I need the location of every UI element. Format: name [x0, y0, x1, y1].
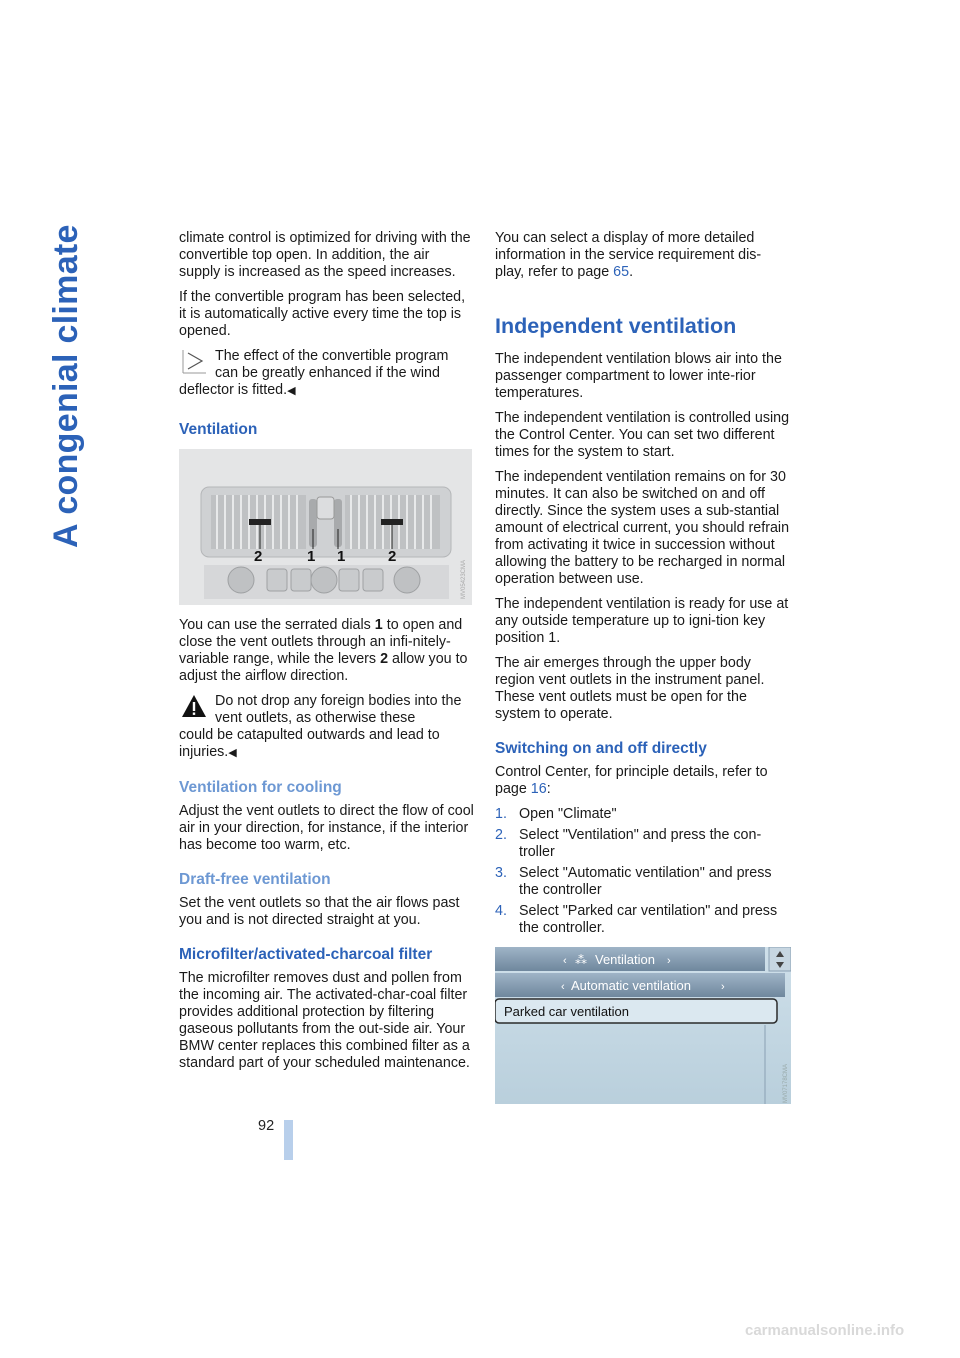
steps-list [495, 806, 790, 937]
svg-text:‹: ‹ [563, 955, 567, 967]
vent-label-2: 1 [307, 548, 316, 565]
page-link-16[interactable]: 16 [530, 781, 547, 797]
svg-text:⁂: ⁂ [575, 953, 587, 967]
note-arrow-icon [181, 348, 207, 374]
left-column [179, 230, 474, 1080]
list-item: 3. Select "Automatic ventilation" and press the controller [495, 865, 772, 898]
vent-figure-code: MV05423CMA [461, 559, 467, 599]
paragraph-control-center: Control Center, for principle details, refer to page 16: [495, 764, 768, 797]
heading-ventilation-cooling: Ventilation for cooling [179, 779, 342, 796]
page-number: 92 [258, 1118, 275, 1134]
warning-triangle-icon [181, 693, 207, 719]
list-item: 2. Select "Ventilation" and press the con-troller [495, 827, 762, 860]
note-convertible [179, 348, 474, 400]
paragraph-dials: You can use the serrated dials 1 to open and close the vent outlets through an infi-nitely-variable range, while the levers 2 allow you to adjust the airflow direction. [179, 617, 468, 684]
menu-row-automatic: Automatic ventilation [571, 978, 691, 993]
svg-text:›: › [721, 981, 725, 993]
paragraph-microfilter: The microfilter removes dust and pollen from the incoming air. The activated-char-coal filter provides additional protection by filtering gaseous pollutants from the out-side air. Your BMW center replaces this combined filter as a standard part of your scheduled maintenance. [179, 970, 470, 1071]
chapter-side-title [10, 224, 85, 548]
page-link-65[interactable]: 65 [613, 264, 630, 280]
paragraph-independent-2: The independent ventilation is controlled using the Control Center. You can set two different times for the system to start. [495, 410, 790, 460]
menu-row-parked: Parked car ventilation [504, 1004, 630, 1019]
vent-label-1: 2 [254, 548, 263, 565]
note-convertible-rest: deflector is fitted. [179, 382, 288, 398]
warning-first: Do not drop any foreign bodies into the vent outlets, as otherwise these [215, 693, 462, 726]
paragraph-service-display: You can select a display of more detailed information in the service requirement dis-play, refer to page 65. [495, 230, 762, 280]
heading-draft-free: Draft-free ventilation [179, 871, 331, 888]
svg-text:›: › [667, 955, 671, 967]
chapter-title-text: A congenial climate [47, 224, 85, 548]
paragraph-convertible-active: If the convertible program has been selected, it is automatically active every time the top is opened. [179, 289, 466, 339]
heading-ventilation: Ventilation [179, 421, 258, 438]
vent-label-4: 2 [388, 548, 397, 565]
heading-switching-on-off: Switching on and off directly [495, 740, 707, 757]
svg-text:‹: ‹ [561, 981, 565, 993]
menu-row-ventilation: Ventilation [595, 952, 655, 967]
vent-figure [179, 449, 472, 605]
end-marker: ◀ [228, 747, 237, 759]
paragraph-cooling: Adjust the vent outlets to direct the flow of cool air in your direction, for instance, if the interior has become too warm, etc. [179, 803, 474, 853]
heading-microfilter: Microfilter/activated-charcoal filter [179, 946, 433, 963]
list-item: 1. Open "Climate" [495, 806, 617, 822]
warning-foreign-bodies [179, 693, 474, 762]
paragraph-independent-4: The independent ventilation is ready for use at any outside temperature up to igni-tion key position 1. [495, 596, 789, 646]
paragraph-independent-1: The independent ventilation blows air into the passenger compartment to lower inte-rior temperatures. [495, 351, 782, 401]
control-display-screen [495, 947, 791, 1104]
list-item: 4. Select "Parked car ventilation" and press the controller. [495, 903, 778, 936]
paragraph-draft-free: Set the vent outlets so that the air flows past you and is not directed straight at you. [179, 895, 460, 928]
page-bar-decoration [284, 1120, 293, 1160]
vent-label-3: 1 [337, 548, 346, 565]
control-display-figure [495, 947, 791, 1104]
watermark: carmanualsonline.info [745, 1322, 905, 1339]
end-marker: ◀ [287, 385, 296, 397]
right-column [495, 230, 790, 1104]
paragraph-convertible-intro: climate control is optimized for driving with the convertible top open. In addition, the air supply is increased as the speed increases. [179, 230, 471, 280]
heading-independent-ventilation: Independent ventilation [495, 314, 737, 338]
paragraph-independent-3: The independent ventilation remains on for 30 minutes. It can also be switched on and off directly. Since the system uses a sub-stantial amount of electrical current, you should refrain from activating it twice in succession without allowing the battery to be recharged in normal operation between use. [495, 469, 790, 587]
note-convertible-first: The effect of the convertible program can be greatly enhanced if the wind [215, 348, 449, 381]
paragraph-independent-5: The air emerges through the upper body region vent outlets in the instrument panel. These vent outlets must be open for the system to operate. [495, 655, 765, 722]
vent-illustration [179, 449, 472, 605]
display-figure-code: MV07178CMA [783, 1063, 789, 1103]
warning-rest: could be catapulted outwards and lead to injuries. [179, 727, 440, 760]
